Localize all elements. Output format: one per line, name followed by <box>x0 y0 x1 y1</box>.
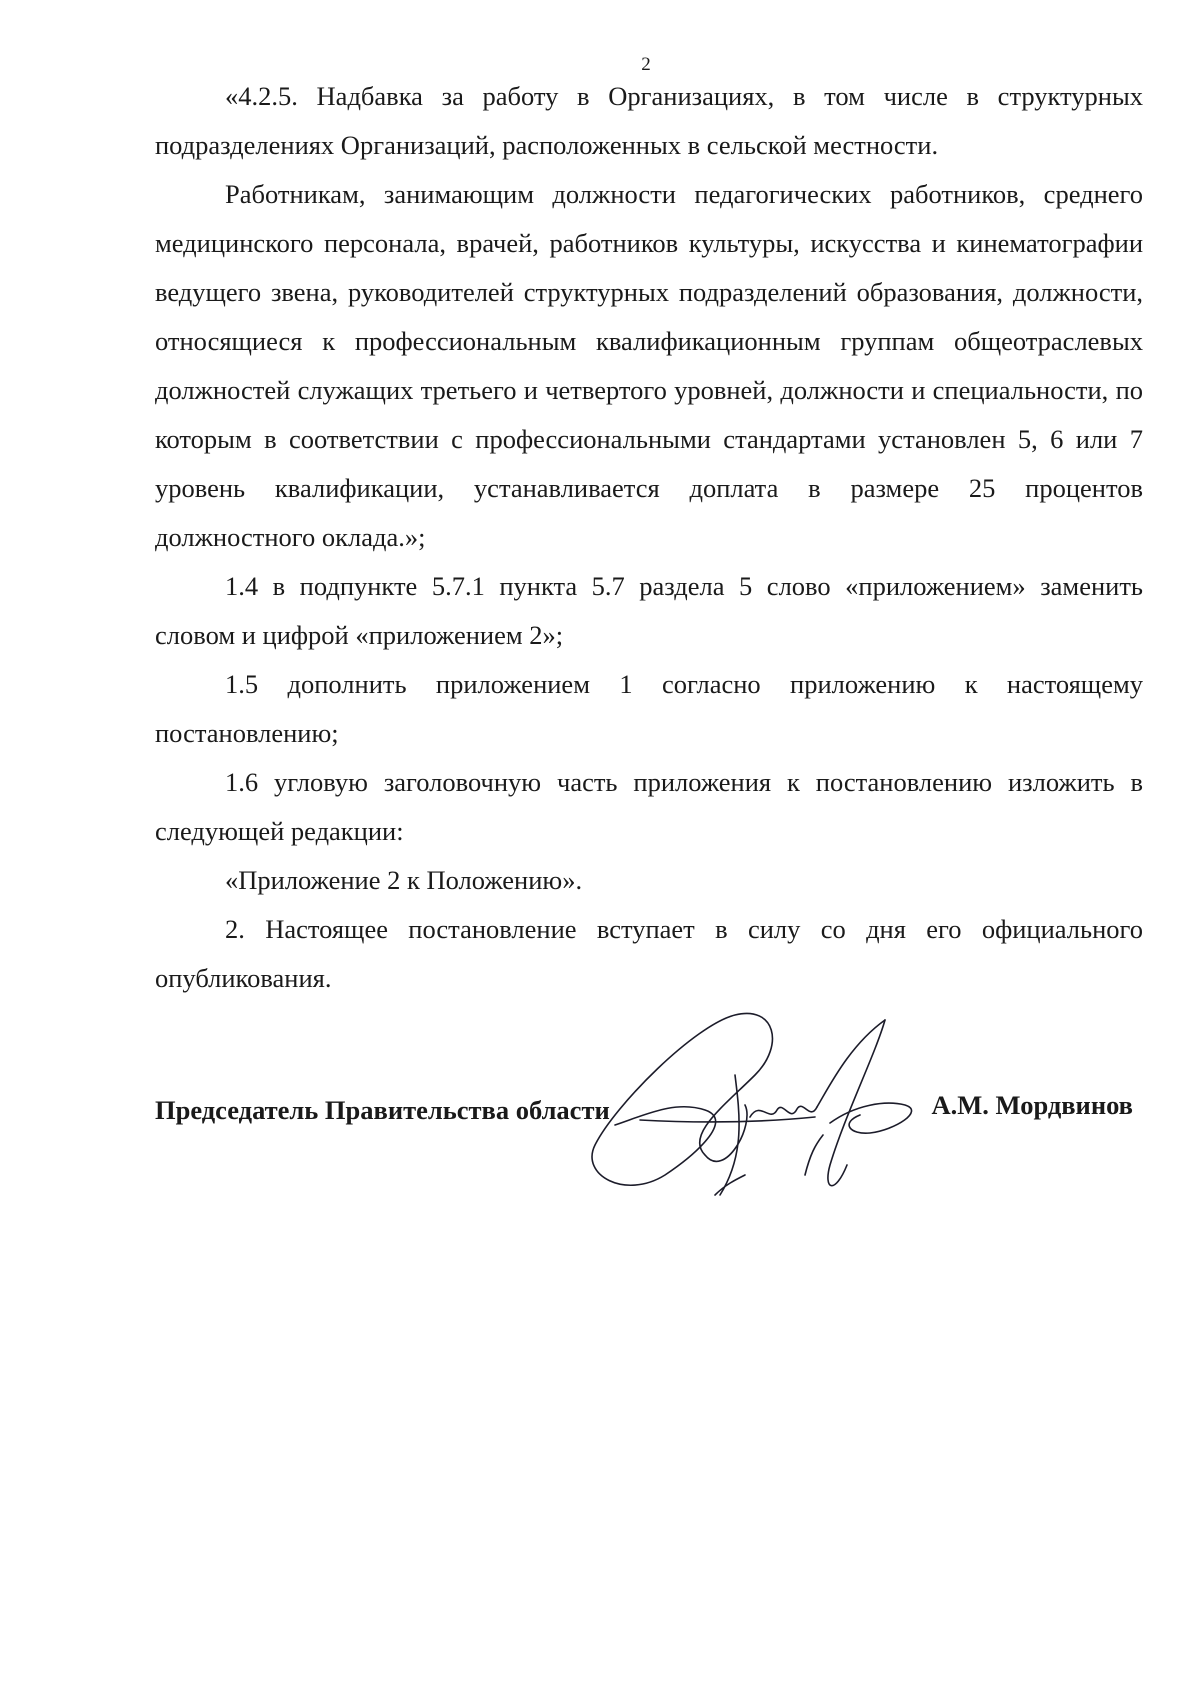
signatory-name: А.М. Мордвинов <box>931 1090 1133 1120</box>
paragraph-2-effective: 2. Настоящее постановление вступает в силу со дня его официального опубликования. <box>155 914 1143 993</box>
paragraph-appendix-title: «Приложение 2 к Положению». <box>225 865 583 895</box>
signature-block <box>155 1005 1143 1205</box>
signatory-position: Председатель Правительства области <box>155 1095 610 1125</box>
paragraph-1-6: 1.6 угловую заголовочную часть приложения к постановлению изложить в следующей редакции: <box>155 767 1143 846</box>
paragraph-4-2-5: «4.2.5. Надбавка за работу в Организациях, в том числе в структурных подразделениях Организаций, расположенных в сельской местности. <box>155 81 1143 160</box>
page-number: 2 <box>641 54 651 75</box>
document-body <box>155 72 1143 1003</box>
paragraph-workers-bonus: Работникам, занимающим должности педагогических работников, среднего медицинского персонала, врачей, работников культуры, искусства и кинематографии ведущего звена, руководителей структурных подразделений образования, должности, относящиеся к профессиональным квалификационным группам общеотраслевых должностей служащих третьего и четвертого уровней, должности и специальности, по которым в соответствии с профессиональными стандартами установлен 5, 6 или 7 уровень квалификации, устанавливается доплата в размере 25 процентов должностного оклада.»; <box>155 179 1143 552</box>
paragraph-1-5: 1.5 дополнить приложением 1 согласно приложению к настоящему постановлению; <box>155 669 1143 748</box>
handwritten-signature <box>585 1005 945 1205</box>
paragraph-1-4: 1.4 в подпункте 5.7.1 пункта 5.7 раздела 5 слово «приложением» заменить словом и цифрой «приложением 2»; <box>155 571 1143 650</box>
